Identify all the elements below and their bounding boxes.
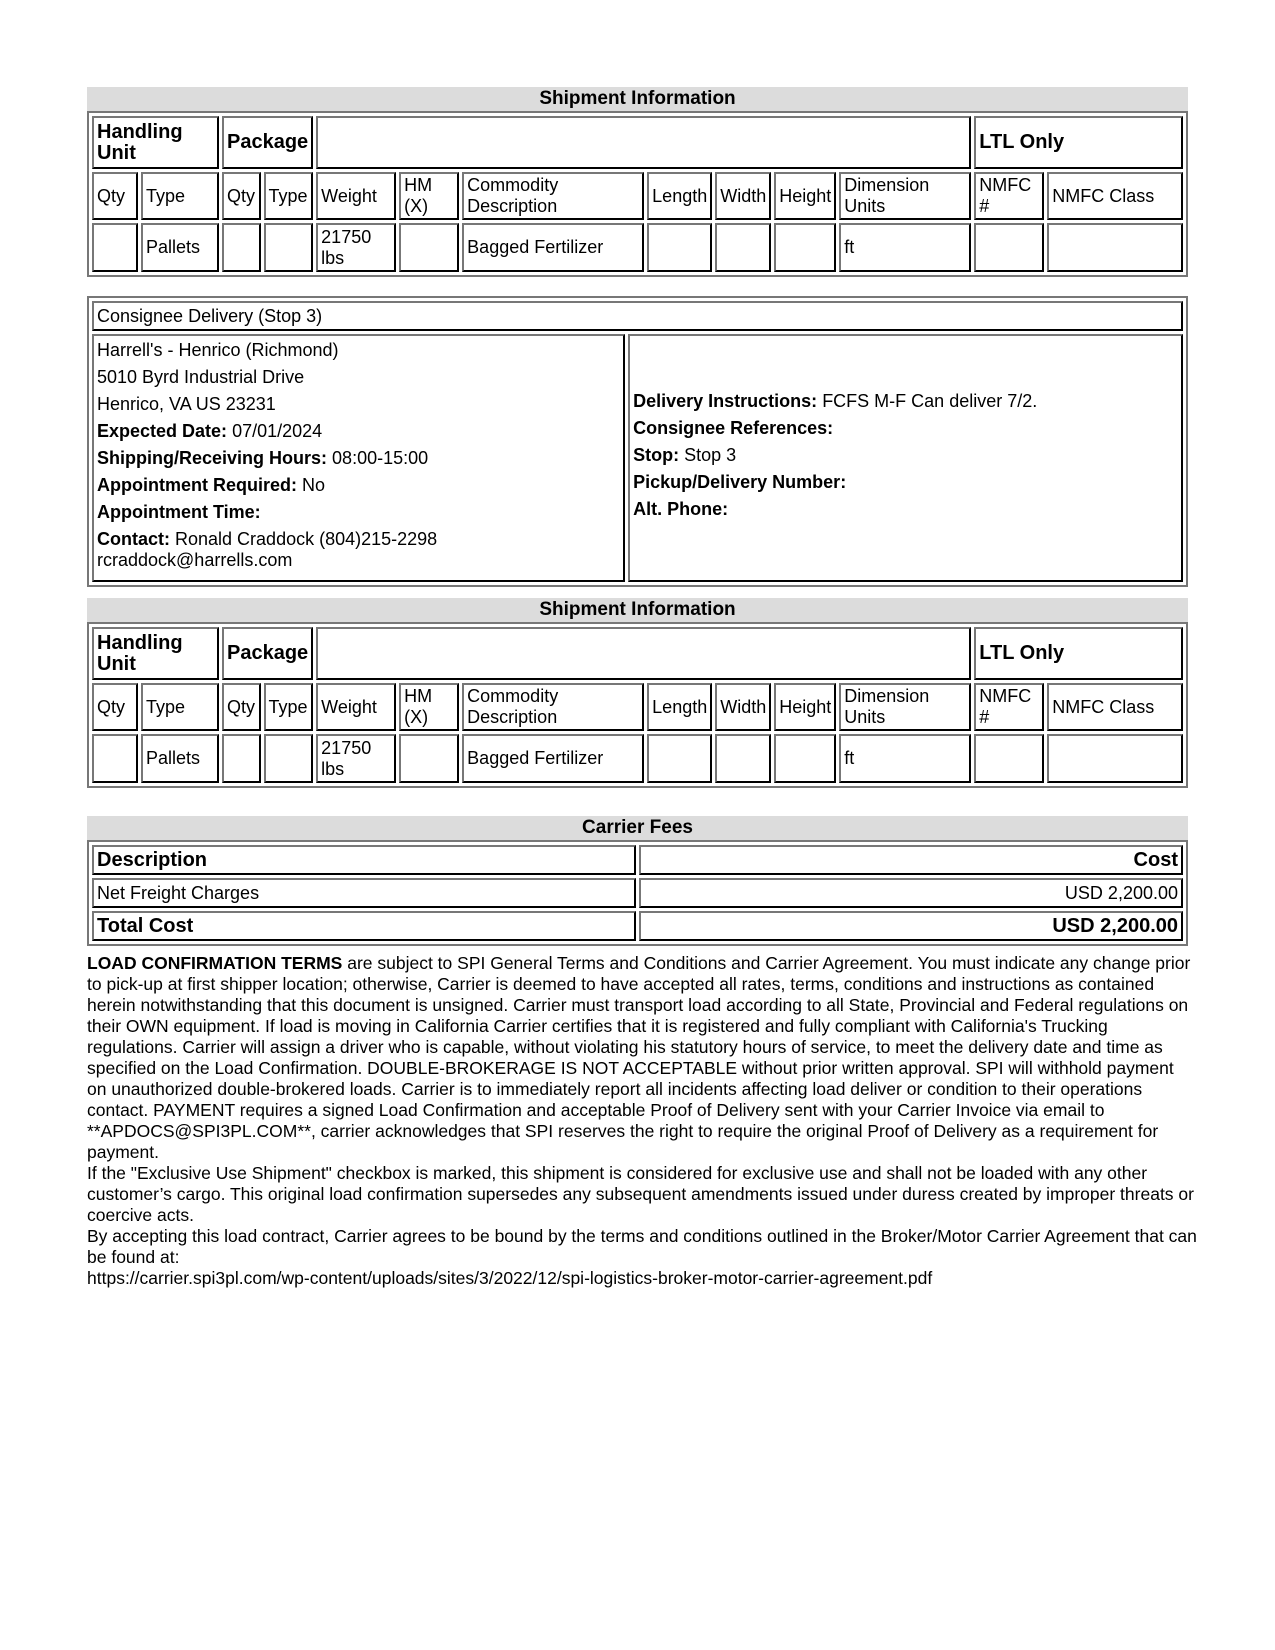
cell-pkg-type — [264, 734, 314, 783]
handling-unit-header: Handling Unit — [92, 116, 219, 169]
fee-description: Net Freight Charges — [92, 878, 636, 908]
pickup-delivery-number: Pickup/Delivery Number: — [633, 471, 847, 492]
terms-paragraph-2: If the "Exclusive Use Shipment" checkbox is marked, this shipment is considered for exclusive use and shall not be loaded with any other customer’s cargo. This original load confirmation supersedes any subsequent amendments issued under duress created by improper threats or coercive acts. — [87, 1163, 1194, 1225]
col-header: Commodity Description — [462, 172, 644, 220]
col-header: Height — [774, 683, 836, 731]
cell-qty — [92, 223, 138, 272]
cell-width — [715, 223, 771, 272]
col-header: Qty — [222, 172, 261, 220]
cell-pkg-qty — [222, 223, 261, 272]
consignee-name: Harrell's - Henrico (Richmond) — [97, 339, 339, 360]
cell-dim-units: ft — [839, 734, 971, 783]
cell-pkg-type — [264, 223, 314, 272]
cell-commodity: Bagged Fertilizer — [462, 223, 644, 272]
col-header: Width — [715, 683, 771, 731]
handling-unit-header: Handling Unit — [92, 627, 219, 680]
col-header: Qty — [222, 683, 261, 731]
consignee-address1: 5010 Byrd Industrial Drive — [97, 366, 305, 387]
carrier-fees-section — [87, 816, 1188, 946]
col-header: Width — [715, 172, 771, 220]
cell-hm — [399, 223, 459, 272]
shipment-table — [87, 111, 1188, 277]
col-header: NMFC Class — [1047, 683, 1183, 731]
col-header: NMFC # — [974, 172, 1044, 220]
package-header: Package — [222, 116, 313, 169]
stop: Stop: Stop 3 — [633, 444, 737, 465]
col-header: Length — [647, 683, 712, 731]
cell-nmfc-class — [1047, 734, 1183, 783]
header-spacer — [316, 627, 971, 680]
cell-height — [774, 734, 836, 783]
cell-weight: 21750 lbs — [316, 734, 396, 783]
cell-commodity: Bagged Fertilizer — [462, 734, 644, 783]
cell-type: Pallets — [141, 223, 219, 272]
col-header: Qty — [92, 172, 138, 220]
carrier-fees-table — [87, 840, 1188, 946]
col-header: Commodity Description — [462, 683, 644, 731]
alt-phone: Alt. Phone: — [633, 498, 729, 519]
shipment-info-section-2 — [87, 598, 1188, 788]
cell-weight: 21750 lbs — [316, 223, 396, 272]
col-header: Type — [264, 172, 314, 220]
col-header: Qty — [92, 683, 138, 731]
shipping-hours: Shipping/Receiving Hours: 08:00-15:00 — [97, 447, 429, 468]
consignee-right-panel — [628, 334, 1183, 582]
consignee-references: Consignee References: — [633, 417, 834, 438]
cell-length — [647, 223, 712, 272]
terms-paragraph-1: LOAD CONFIRMATION TERMS are subject to SPI General Terms and Conditions and Carrier Agreement. You must indicate any change prior to pick-up at first shipper location; otherwise, Carrier is deemed to have accepted all rates, terms, conditions and instructions as contained herein notwithstanding that this document is unsigned. Carrier must transport load according to all State, Provincial and Federal regulations on their OWN equipment. If load is moving in California Carrier certifies that it is registered and fully compliant with California's Trucking regulations. Carrier will assign a driver who is capable, without violating his statutory hours of service, to meet the delivery date and time as specified on the Load Confirmation. DOUBLE-BROKERAGE IS NOT ACCEPTABLE without prior written approval. SPI will withhold payment on unauthorized double-brokered loads. Carrier is to immediately report all incidents affecting load deliver or condition to their operations contact. PAYMENT requires a signed Load Confirmation and acceptable Proof of Delivery sent with your Carrier Invoice via email to **APDOCS@SPI3PL.COM**, carrier acknowledges that SPI reserves the right to require the original Proof of Delivery as a requirement for payment. — [87, 953, 1191, 1162]
ltl-only-header: LTL Only — [974, 627, 1183, 680]
terms-paragraph-3: By accepting this load contract, Carrier agrees to be bound by the terms and conditions outlined in the Broker/Motor Carrier Agreement that can be found at: — [87, 1226, 1197, 1267]
appointment-required: Appointment Required: No — [97, 474, 326, 495]
col-header: HM (X) — [399, 683, 459, 731]
col-header: Type — [141, 683, 219, 731]
shipment-info-title: Shipment Information — [87, 87, 1188, 111]
package-header: Package — [222, 627, 313, 680]
total-cost-label: Total Cost — [92, 911, 636, 941]
cell-nmfc-num — [974, 223, 1044, 272]
terms-lead: LOAD CONFIRMATION TERMS — [87, 953, 343, 973]
description-header: Description — [92, 845, 636, 875]
cell-hm — [399, 734, 459, 783]
expected-date: Expected Date: 07/01/2024 — [97, 420, 323, 441]
load-confirmation-terms — [87, 953, 1197, 1289]
contact-email: rcraddock@harrells.com — [97, 549, 293, 570]
cell-nmfc-num — [974, 734, 1044, 783]
col-header: Type — [141, 172, 219, 220]
table-row — [92, 734, 1183, 783]
total-cost-value: USD 2,200.00 — [639, 911, 1183, 941]
table-row — [92, 223, 1183, 272]
consignee-title: Consignee Delivery (Stop 3) — [92, 301, 1183, 331]
consignee-table — [87, 296, 1188, 587]
cell-width — [715, 734, 771, 783]
cell-qty — [92, 734, 138, 783]
cell-height — [774, 223, 836, 272]
shipment-info-title: Shipment Information — [87, 598, 1188, 622]
col-header: Height — [774, 172, 836, 220]
delivery-instructions: Delivery Instructions: FCFS M-F Can deliver 7/2. — [633, 390, 1038, 411]
col-header: HM (X) — [399, 172, 459, 220]
cell-nmfc-class — [1047, 223, 1183, 272]
consignee-section — [87, 296, 1188, 587]
fee-cost: USD 2,200.00 — [639, 878, 1183, 908]
col-header: Dimension Units — [839, 683, 971, 731]
header-spacer — [316, 116, 971, 169]
col-header: NMFC Class — [1047, 172, 1183, 220]
shipment-table — [87, 622, 1188, 788]
ltl-only-header: LTL Only — [974, 116, 1183, 169]
col-header: Type — [264, 683, 314, 731]
appointment-time: Appointment Time: — [97, 501, 261, 522]
shipment-info-section-1 — [87, 87, 1188, 277]
consignee-left-panel — [92, 334, 625, 582]
col-header: Length — [647, 172, 712, 220]
col-header: Dimension Units — [839, 172, 971, 220]
cell-dim-units: ft — [839, 223, 971, 272]
cell-type: Pallets — [141, 734, 219, 783]
col-header: Weight — [316, 172, 396, 220]
cell-length — [647, 734, 712, 783]
col-header: NMFC # — [974, 683, 1044, 731]
cost-header: Cost — [639, 845, 1183, 875]
col-header: Weight — [316, 683, 396, 731]
agreement-url[interactable]: https://carrier.spi3pl.com/wp-content/uploads/sites/3/2022/12/spi-logistics-broker-motor-carrier-agreement.pdf — [87, 1268, 933, 1288]
consignee-address2: Henrico, VA US 23231 — [97, 393, 276, 414]
carrier-fees-title: Carrier Fees — [87, 816, 1188, 840]
contact: Contact: Ronald Craddock (804)215-2298 — [97, 528, 438, 549]
cell-pkg-qty — [222, 734, 261, 783]
table-row — [92, 878, 1183, 908]
